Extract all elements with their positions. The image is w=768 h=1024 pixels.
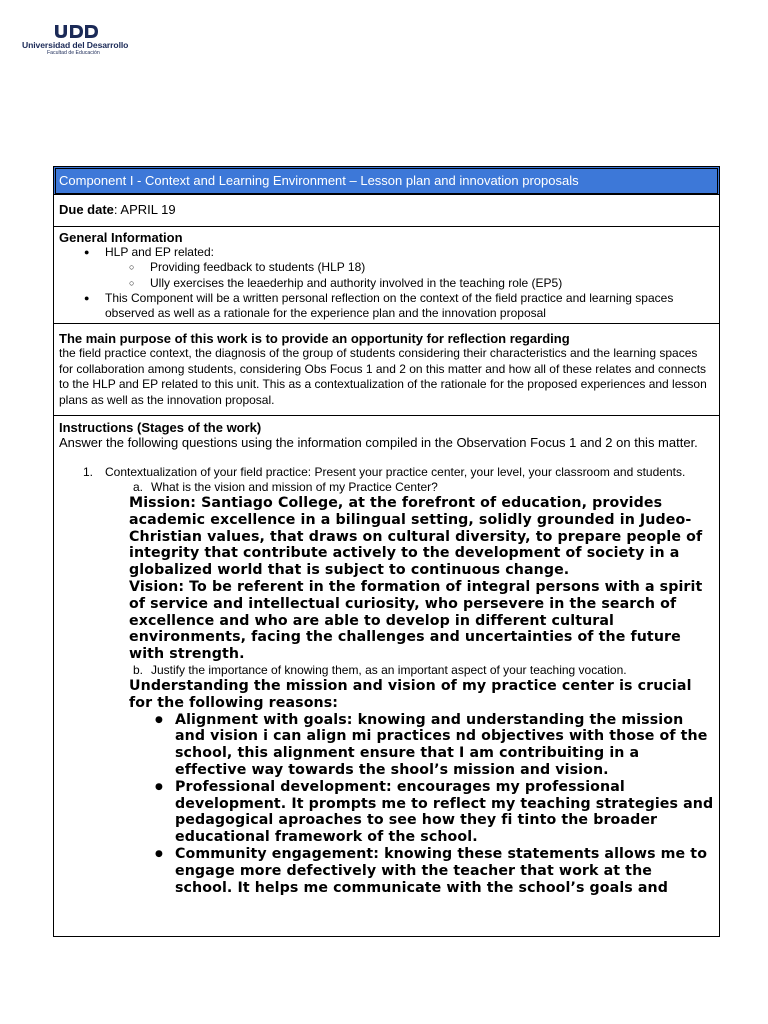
reasons-list: [59, 712, 714, 897]
reason-text: Alignment with goals: knowing and understanding the mission and vision i can align mi practices nd objectives with those of the school, this alignment ensure that I am contribuiting in a effective way towards the shool’s mission and vision.: [175, 711, 708, 778]
purpose-row: [54, 324, 719, 416]
vision-answer: Vision: To be referent in the formation of integral persons with a spirit of service and intellectual curiosity, who persevere in the search of excellence and who are able to develop in different cultural environments, facing the challenges and uncertainties of the future with strength.: [129, 578, 703, 663]
list-item-text: HLP and EP related:: [105, 245, 214, 260]
question-1b-number: b.: [133, 662, 144, 677]
list-item: [59, 291, 714, 321]
instructions-row: [54, 416, 719, 936]
component-header: [54, 167, 719, 195]
question-1b-text: Justify the importance of knowing them, as an important aspect of your teaching vocation.: [151, 662, 627, 677]
list-item: [59, 245, 714, 291]
reason-text: Professional development: encourages my professional development. It prompts me to reflect my teaching strategies and pedagogical aproaches to see how they fi tinto the broader educational framework of the school.: [175, 778, 714, 846]
mission-answer: Mission: Santiago College, at the forefront of education, provides academic excellence in a bilingual setting, solidly grounded in Judeo-Christian values, that draws on cultural diversity, to prepare people of integrity that contribute actively to the development of society in a globalized world that is subject to continuous change.: [129, 495, 703, 579]
general-information-title: General Information: [59, 230, 183, 245]
question-1a-number: a.: [133, 480, 144, 494]
component-table: [53, 166, 720, 937]
general-information-list: [59, 245, 714, 321]
instructions-text: Answer the following questions using the information compiled in the Observation Focus 1 and 2 on this matter.: [59, 435, 698, 450]
list-item-text: This Component will be a written personal reflection on the context of the field practice and learning spaces observed as well as a rationale for the experience plan and the innovation proposal: [105, 290, 674, 321]
sub-list: [105, 260, 714, 290]
sub-list-item: [59, 260, 714, 275]
question-1b: [59, 663, 714, 678]
question-1-number: 1.: [83, 465, 94, 479]
reason-item: [59, 712, 714, 779]
purpose-text: the field practice context, the diagnosis of the group of students considering their characteristics and the learning spaces for collaboration among students, considering Obs Focus 1 and 2 on this matter and how all of these relates and connects to the HLP and EP related to this unit. This as a contextualization of the rationale for the proposed experiences and lesson plans as well as the innovation proposal.: [59, 346, 707, 407]
due-date-value: : APRIL 19: [113, 202, 176, 217]
purpose-title: The main purpose of this work is to provide an opportunity for reflection regarding: [59, 331, 570, 346]
question-1a-text: What is the vision and mission of my Practice Center?: [151, 480, 438, 494]
question-1: [59, 465, 714, 480]
question-1a: [59, 480, 714, 495]
component-title: Component I - Context and Learning Environment – Lesson plan and innovation proposals: [59, 173, 579, 188]
university-logo: [22, 24, 134, 56]
sub-list-item: [59, 276, 714, 291]
sub-list-item-text: Providing feedback to students (HLP 18): [150, 260, 366, 275]
reason-item: [59, 779, 714, 846]
reason-text: Community engagement: knowing these statements allows me to engage more defectively with the teacher that work at the school. It helps me communicate with the school’s goals and: [175, 845, 708, 896]
general-information-row: [54, 227, 719, 324]
sub-list-item-text: Ully exercises the leaederhip and authority involved in the teaching role (EP5): [150, 275, 563, 290]
faculty-name: Facultad de Educación: [47, 50, 100, 56]
due-date-label: Due date: [59, 202, 114, 217]
instructions-title: Instructions (Stages of the work): [59, 420, 262, 435]
justification-intro: Understanding the mission and vision of my practice center is crucial for the following reasons:: [129, 677, 692, 711]
reason-item: [59, 846, 714, 896]
university-name: Universidad del Desarrollo: [22, 40, 129, 50]
due-date-row: [54, 195, 719, 227]
question-1-text: Contextualization of your field practice: Present your practice center, your level, your classroom and students.: [105, 465, 686, 479]
udd-logo-icon: [54, 24, 100, 39]
